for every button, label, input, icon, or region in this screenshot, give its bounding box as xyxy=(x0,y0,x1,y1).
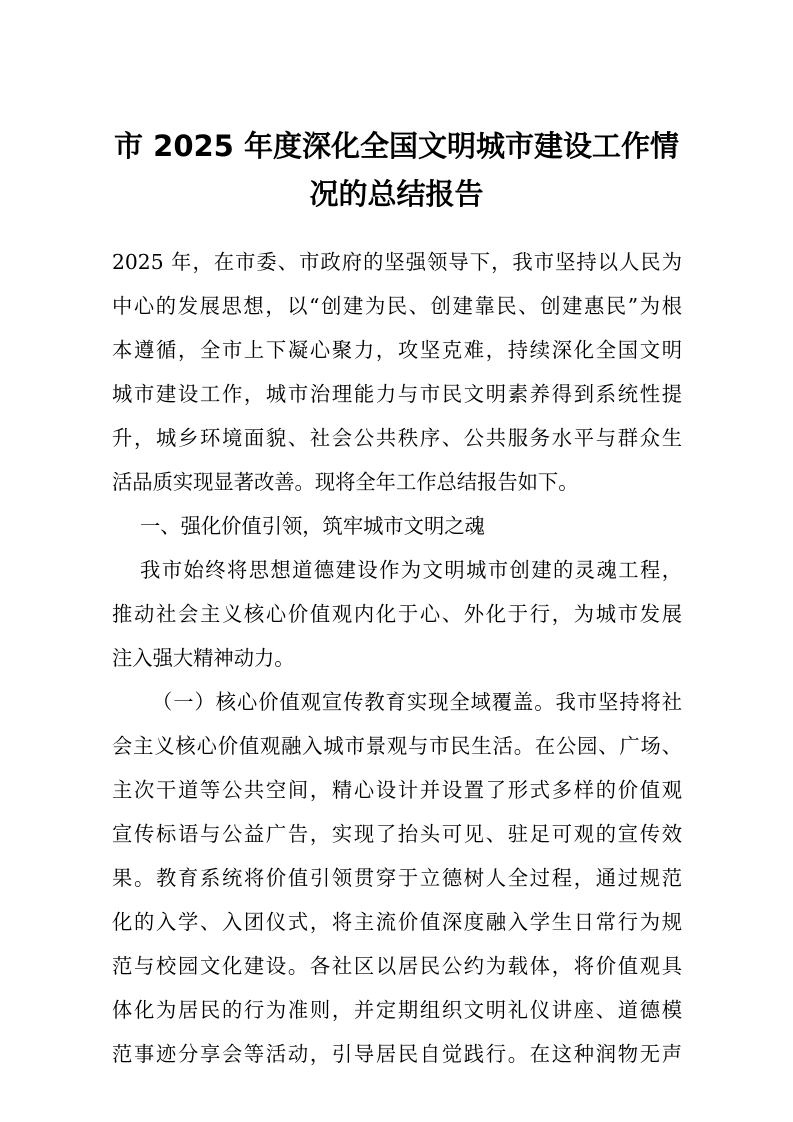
body-line: 推动社会主义核心价值观内化于心、外化于行，为城市发展 xyxy=(112,602,682,626)
document-title-line-2: 况的总结报告 xyxy=(309,177,484,211)
body-line: 中心的发展思想，以“创建为民、创建靠民、创建惠民”为根 xyxy=(112,294,682,318)
body-line: 2025 年，在市委、市政府的坚强领导下，我市坚持以人民为 xyxy=(112,250,682,274)
body-line: 城市建设工作，城市治理能力与市民文明素养得到系统性提 xyxy=(112,382,682,406)
body-line: 化的入学、入团仪式，将主流价值深度融入学生日常行为规 xyxy=(112,910,682,934)
body-line: 体化为居民的行为准则，并定期组织文明礼仪讲座、道德模 xyxy=(112,998,682,1022)
body-line: 活品质实现显著改善。现将全年工作总结报告如下。 xyxy=(112,470,579,494)
body-line: 果。教育系统将价值引领贯穿于立德树人全过程，通过规范 xyxy=(112,866,682,890)
section-heading: 一、强化价值引领，筑牢城市文明之魂 xyxy=(140,514,485,538)
body-line: 注入强大精神动力。 xyxy=(112,646,295,670)
document-title-line-1: 市 2025 年度深化全国文明城市建设工作情 xyxy=(114,129,679,163)
subsection-line: （一）核心价值观宣传教育实现全域覆盖。我市坚持将社 xyxy=(152,690,682,714)
body-line: 范与校园文化建设。各社区以居民公约为载体，将价值观具 xyxy=(112,954,682,978)
body-line: 我市始终将思想道德建设作为文明城市创建的灵魂工程， xyxy=(140,558,682,582)
body-line: 会主义核心价值观融入城市景观与市民生活。在公园、广场、 xyxy=(112,734,682,758)
body-line: 升，城乡环境面貌、社会公共秩序、公共服务水平与群众生 xyxy=(112,426,682,450)
body-line: 本遵循，全市上下凝心聚力，攻坚克难，持续深化全国文明 xyxy=(112,338,682,362)
body-line: 宣传标语与公益广告，实现了抬头可见、驻足可观的宣传效 xyxy=(112,822,682,846)
body-line: 范事迹分享会等活动，引导居民自觉践行。在这种润物无声 xyxy=(112,1042,682,1066)
body-line: 主次干道等公共空间，精心设计并设置了形式多样的价值观 xyxy=(112,778,682,802)
